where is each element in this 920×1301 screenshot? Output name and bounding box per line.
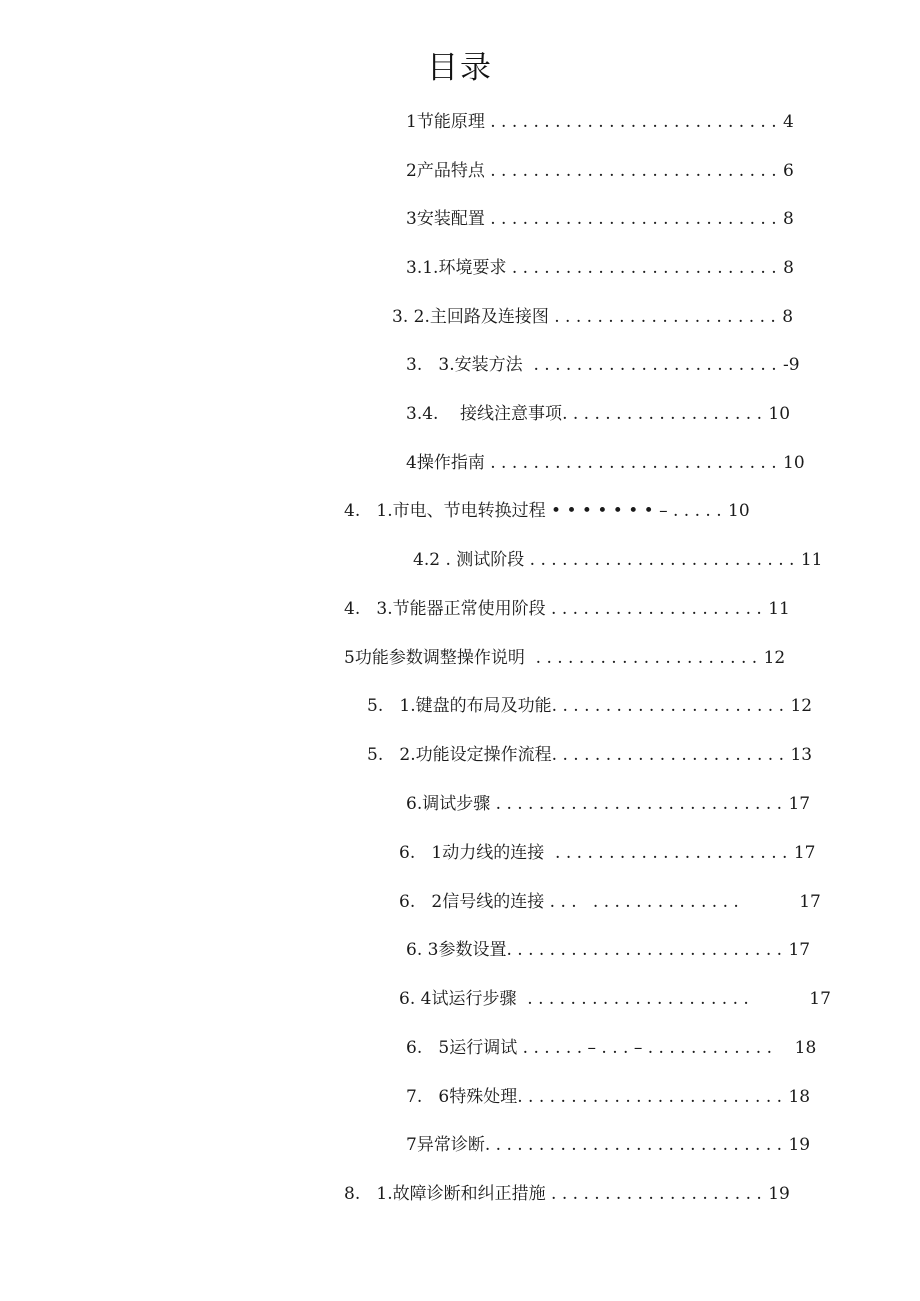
toc-entry[interactable] [406, 108, 794, 136]
toc-entry[interactable] [406, 449, 805, 477]
toc-entry[interactable] [344, 1180, 790, 1208]
toc-leader: . . . . . . . . . . . . . . . . . . . . . . . . . . [506, 940, 788, 960]
toc-leader: . . . . . . . . . . . . . . . . . . . . . . [551, 745, 790, 765]
toc-label: 5功能参数调整操作说明 [344, 648, 525, 668]
toc-entry[interactable] [367, 692, 812, 720]
toc-page-number: 11 [800, 550, 823, 570]
toc-page-number: 18 [788, 1087, 811, 1107]
toc-label: 4操作指南 [406, 453, 485, 473]
toc-page-number: 10 [783, 453, 805, 473]
toc-leader: . . . . . . . . . . . . . . . . . . . [562, 404, 768, 424]
toc-label: 3. 3.安装方法 [406, 355, 523, 375]
toc-leader: . . . . . . . . . . . . . . . . . . . . . [524, 648, 763, 668]
toc-label: 5. 2.功能设定操作流程 [367, 745, 552, 765]
toc-leader: . . . . . . . . . . . . . . . . . . . . . [516, 989, 809, 1009]
toc-label: 6. 4试运行步骤 [399, 989, 517, 1009]
toc-label: 8. 1.故障诊断和纠正措施 [344, 1184, 546, 1204]
toc-label: 6. 2信号线的连接 [399, 892, 545, 912]
toc-entry[interactable] [406, 790, 810, 818]
toc-entry[interactable] [406, 400, 790, 428]
toc-page-number: 8 [782, 307, 794, 327]
toc-label: 3. 2.主回路及连接图 [392, 307, 549, 327]
toc-label: 6. 3参数设置 [406, 940, 507, 960]
toc-entry[interactable] [406, 936, 810, 964]
toc-leader: . . . . . . . . . . . . . . . . . . . . . . [551, 696, 790, 716]
toc-page-number: 18 [794, 1038, 817, 1058]
toc-label: 4. 1.市电、节电转换过程 [344, 501, 546, 521]
toc-entry[interactable] [367, 741, 812, 769]
toc-page-number: 17 [809, 989, 831, 1009]
toc-page-number: 8 [783, 209, 794, 229]
toc-page-number: 12 [763, 648, 786, 668]
toc-leader: . . . . . . . . . . . . . . . . . . . . . . . . . . . [484, 209, 783, 229]
toc-leader: . . . . . . . . . . . . . . . . . . . . [545, 1184, 768, 1204]
toc-entry[interactable] [399, 888, 821, 916]
toc-leader: . . . . . . . . . . . . . . . . . . . . . . [544, 843, 793, 863]
toc-page-number: 17 [788, 794, 811, 814]
toc-leader: . . . . . . . . . . . . . . . . . . . . . . . . . . . [484, 112, 783, 132]
toc-leader: . . . . . . . . . . . . . . . . . . . . . [548, 307, 782, 327]
toc-label: 6. 1动力线的连接 [399, 843, 545, 863]
toc-page-number: 17 [788, 940, 811, 960]
toc-leader: . . . . . . . . . . . . . . . . . . . . . . . . . . . [484, 161, 783, 181]
toc-entry[interactable] [406, 205, 794, 233]
toc-leader: . . . . . . . . . . . . . . . . . . . . [545, 599, 768, 619]
toc-leader: . . . . . . . . . . . . . . . . . . . . . . . . . [517, 1087, 788, 1107]
toc-page-number: 8 [783, 258, 794, 278]
toc-entry[interactable] [406, 351, 800, 379]
toc-entry[interactable] [406, 1034, 816, 1062]
toc-page-number: 10 [768, 404, 791, 424]
toc-leader: . . . . . . . . . . . . . . . . . . . . . . . . . [506, 258, 783, 278]
toc-entry[interactable] [406, 1083, 810, 1111]
toc-label: 7异常诊断 [406, 1135, 485, 1155]
toc-entry[interactable] [399, 985, 831, 1013]
toc-page-number: 10 [728, 501, 750, 521]
toc-label: 3.1.环境要求 [406, 258, 507, 278]
toc-page-number: 19 [788, 1135, 811, 1155]
toc-entry[interactable] [406, 157, 794, 185]
toc-entry[interactable] [406, 1131, 810, 1159]
toc-page-number: 4 [783, 112, 794, 132]
toc-page-number: 13 [790, 745, 813, 765]
page-title: 目录 [427, 50, 493, 86]
toc-entry[interactable] [399, 839, 815, 867]
toc-label: 4. 3.节能器正常使用阶段 [344, 599, 546, 619]
toc-page-number: 12 [790, 696, 813, 716]
toc-leader: • • • • • • • – . . . . . [545, 501, 728, 521]
toc-entry[interactable] [344, 644, 785, 672]
toc-label: 2产品特点 [406, 161, 485, 181]
toc-leader: . . . . . . . . . . . . . . . . . . . . . . . [522, 355, 783, 375]
toc-entry[interactable] [344, 595, 790, 623]
toc-page-number: 11 [768, 599, 790, 619]
toc-page-number: 6 [783, 161, 794, 181]
toc-leader: . . . . . . . . . . . . . . . . . . . . . . . . . . . . [484, 1135, 788, 1155]
toc-leader: . . . . . . . . . . . . . . . . . . . . . . . . . . . [490, 794, 788, 814]
toc-label: 4.2 . 测试阶段 [413, 550, 525, 570]
toc-leader: . . . . . . . . . . . . . . . . . . . . . . . . . [524, 550, 800, 570]
toc-page-number: -9 [783, 355, 800, 375]
toc-entry[interactable] [406, 254, 794, 282]
toc-label: 5. 1.键盘的布局及功能 [367, 696, 552, 716]
toc-leader: . . . . . . – . . . – . . . . . . . . . . . . [517, 1038, 794, 1058]
toc-leader: . . . . . . . . . . . . . . . . . [544, 892, 799, 912]
toc-entry[interactable] [344, 497, 750, 525]
toc-leader: . . . . . . . . . . . . . . . . . . . . . . . . . . . [484, 453, 783, 473]
toc-page-number: 17 [793, 843, 816, 863]
toc-label: 6. 5运行调试 [406, 1038, 518, 1058]
toc-label: 1节能原理 [406, 112, 485, 132]
toc-label: 3.4. 接线注意事项 [406, 404, 563, 424]
toc-entry[interactable] [392, 303, 793, 331]
toc-label: 7. 6特殊处理 [406, 1087, 518, 1107]
toc-label: 6.调试步骤 [406, 794, 491, 814]
toc-page-number: 19 [768, 1184, 790, 1204]
toc-label: 3安装配置 [406, 209, 485, 229]
toc-entry[interactable] [413, 546, 823, 574]
toc-page-number: 17 [799, 892, 821, 912]
